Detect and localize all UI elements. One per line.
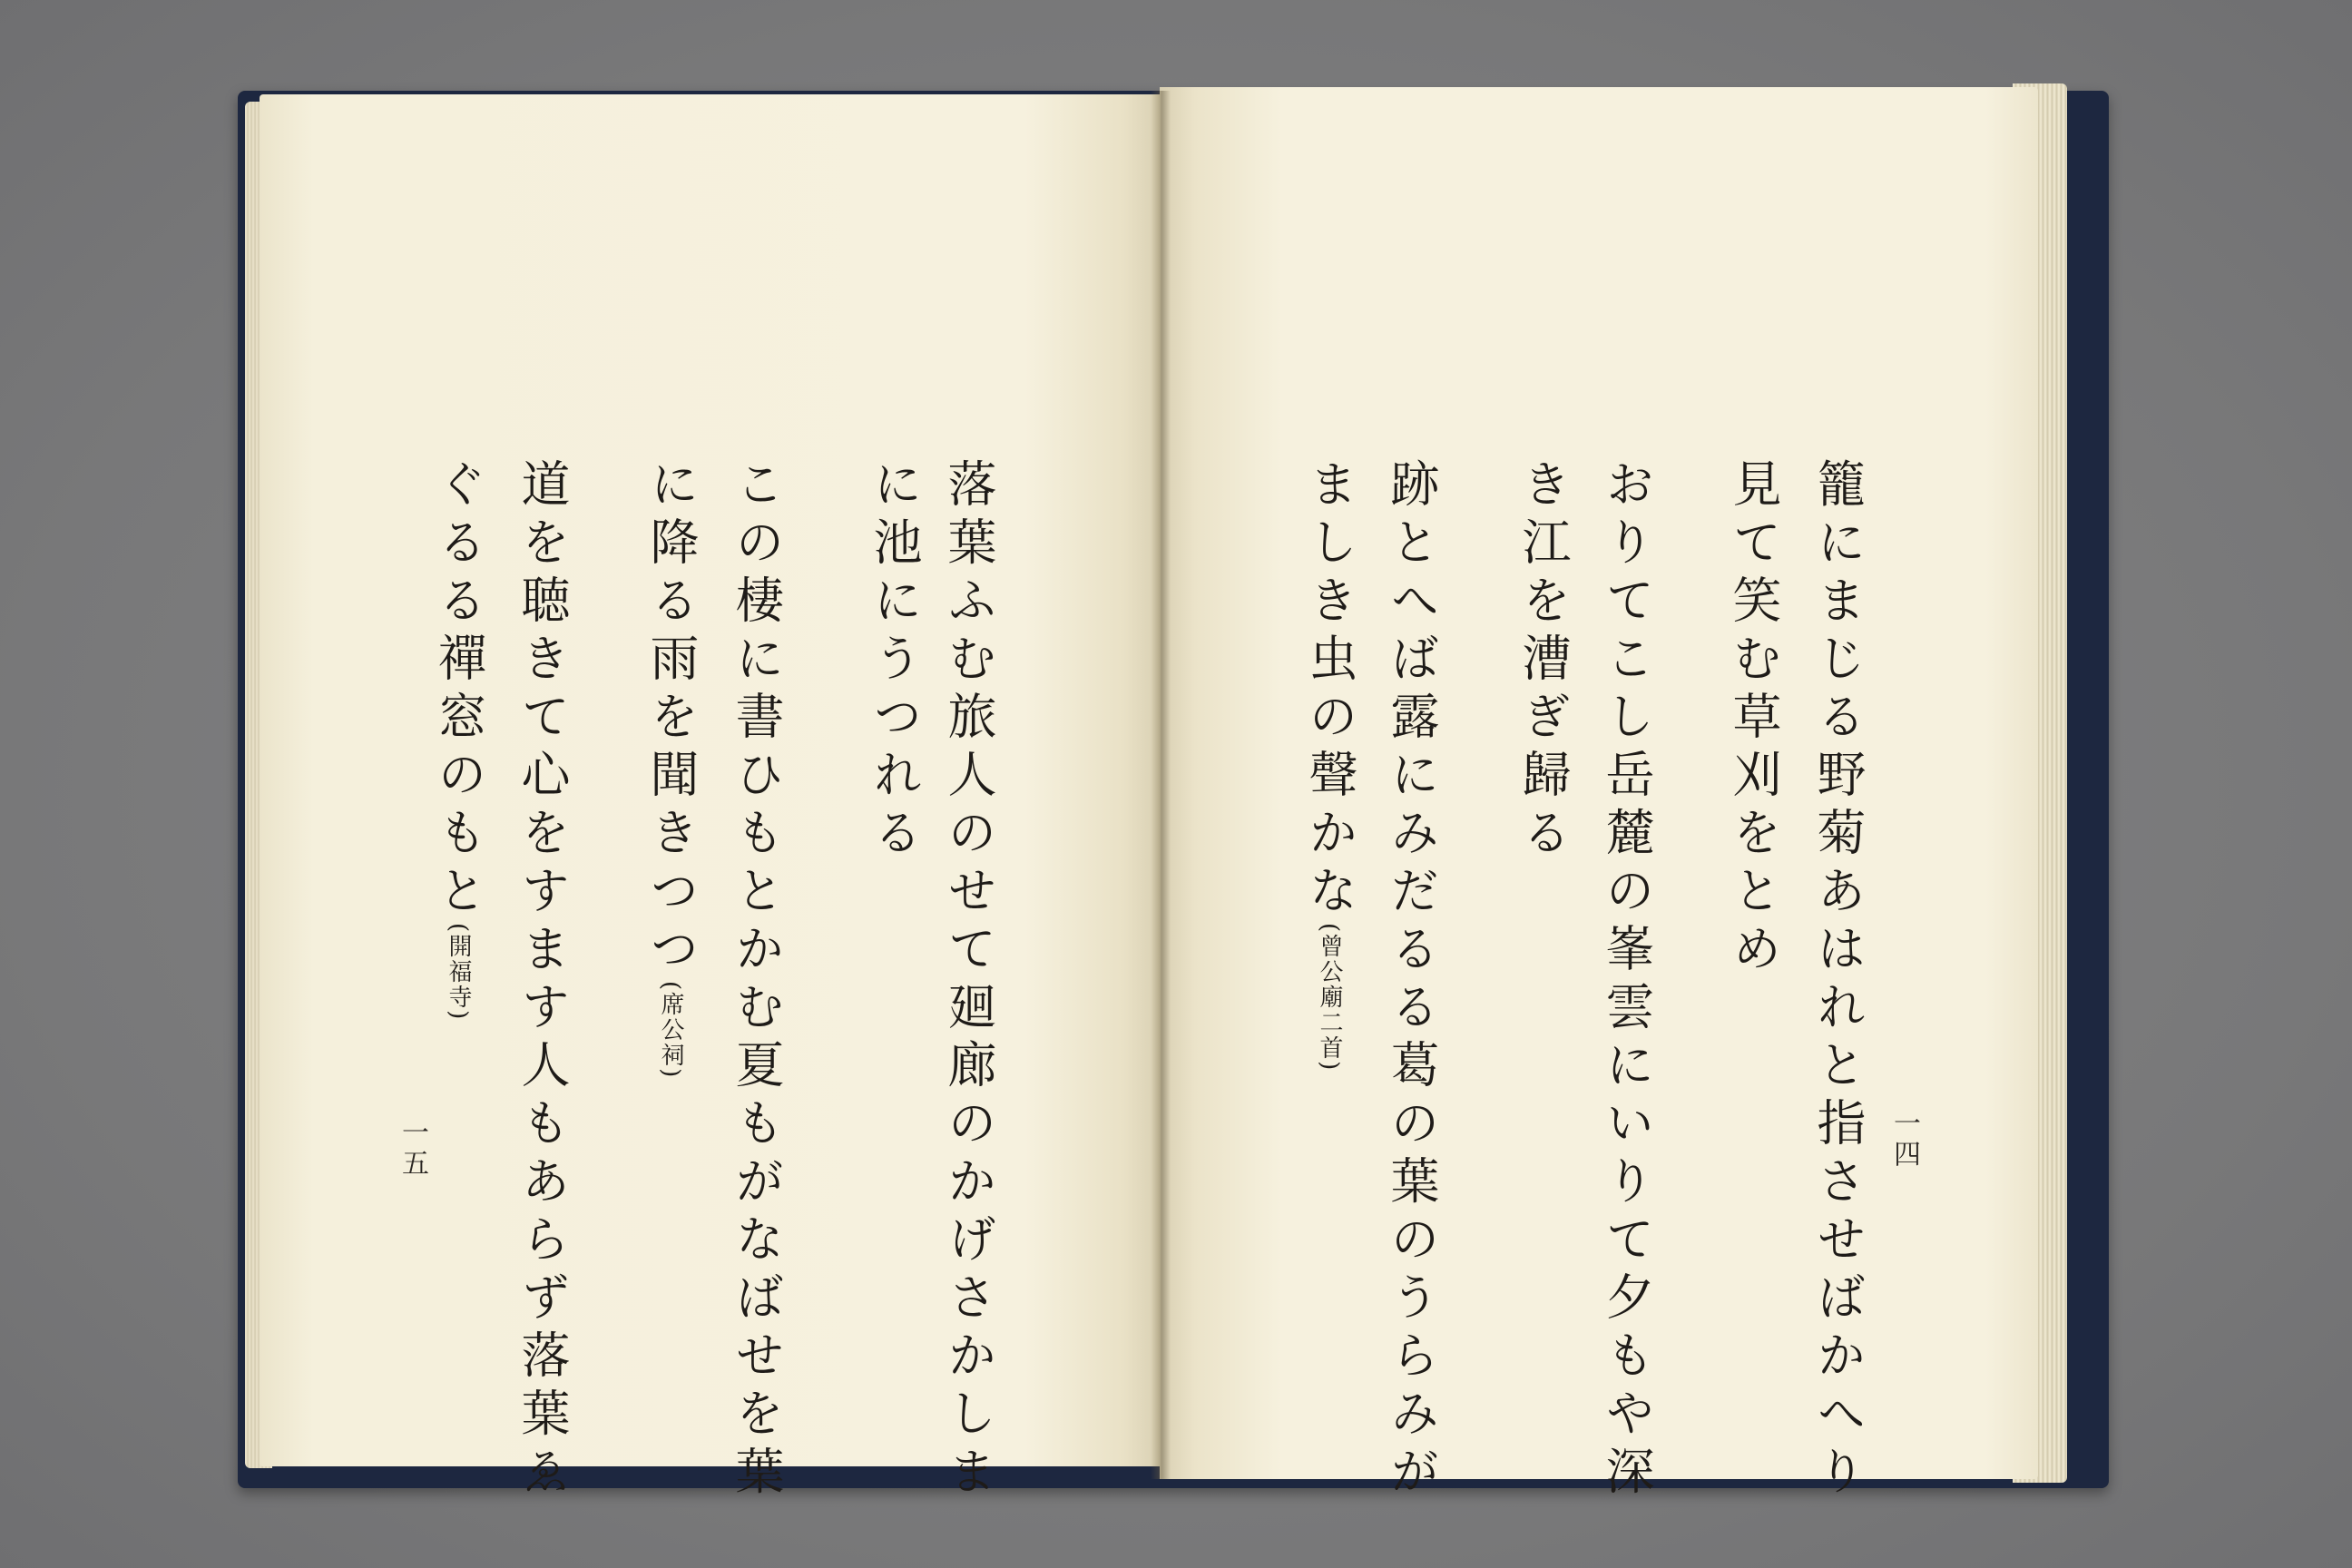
right-line-2-text: 見て笑む草刈をとめ — [1725, 458, 1782, 981]
left-line-6-note: (開福寺) — [445, 923, 472, 1022]
left-line-5 — [514, 458, 571, 1504]
left-line-1-text: 落葉ふむ旅人のせて廻廊のかげさかしま — [940, 458, 997, 1504]
right-line-5 — [1383, 458, 1440, 1504]
left-line-4-note: (席公祠) — [657, 981, 684, 1080]
right-line-3-text: おりてこし岳麓の峯雲にいりて夕もや深 — [1598, 458, 1655, 1504]
book-gutter — [1151, 91, 1171, 1479]
left-line-4 — [642, 458, 700, 1080]
left-line-2-text: に池にうつれる — [866, 458, 923, 865]
right-line-1 — [1809, 458, 1867, 1504]
right-line-6 — [1301, 458, 1358, 1073]
right-line-6-text: ましき虫の聲かな — [1301, 458, 1358, 923]
left-line-4-text: に降る雨を聞きつつ — [642, 458, 700, 981]
right-line-4 — [1514, 458, 1572, 865]
left-line-6-text: ぐるる禪窓のもと — [430, 458, 487, 923]
left-line-6 — [430, 458, 487, 1022]
right-line-5-text: 跡とへば露にみだるる葛の葉のうらみが — [1383, 458, 1440, 1504]
left-line-2 — [866, 458, 923, 865]
left-line-3 — [728, 458, 785, 1504]
right-line-3 — [1598, 458, 1655, 1504]
right-line-1-text: 籠にまじる野菊あはれと指させばかへり — [1809, 458, 1867, 1504]
left-line-3-text: この棲に書ひもとかむ夏もがなばせを葉 — [728, 458, 785, 1504]
right-line-6-note: (曾公廟二首) — [1316, 923, 1343, 1073]
left-page-number: 一五 — [397, 1118, 428, 1180]
left-line-5-text: 道を聴きて心をすます人もあらず落葉ゑ — [514, 458, 571, 1504]
left-line-1 — [940, 458, 997, 1504]
right-line-2 — [1725, 458, 1782, 981]
left-page — [260, 94, 1160, 1466]
right-line-4-text: き江を漕ぎ歸る — [1514, 458, 1572, 865]
right-page-number: 一四 — [1888, 1109, 1920, 1171]
